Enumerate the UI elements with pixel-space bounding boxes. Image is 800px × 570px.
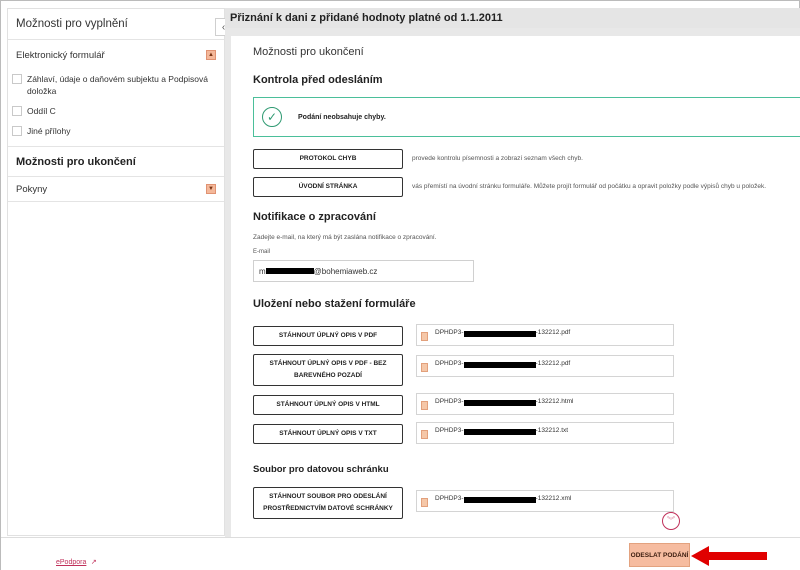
submit-button[interactable]: ODESLAT PODÁNÍ bbox=[629, 543, 690, 567]
sidebar-item-label: Jiné přílohy bbox=[27, 126, 71, 136]
sidebar-section-instructions-label: Pokyny bbox=[16, 183, 48, 195]
validation-result-box bbox=[253, 97, 800, 137]
email-label: E-mail bbox=[253, 249, 271, 255]
external-link-icon: ↗ bbox=[90, 559, 97, 566]
sidebar bbox=[7, 8, 225, 536]
epodpora-link-label: ePodpora bbox=[56, 559, 87, 566]
control-heading: Kontrola před odesláním bbox=[253, 74, 383, 86]
notification-description: Zadejte e-mail, na který má být zaslána notifikace o zpracování. bbox=[253, 234, 437, 241]
chevron-up-icon[interactable]: ▲ bbox=[206, 50, 216, 60]
save-heading: Uložení nebo stažení formuláře bbox=[253, 298, 416, 310]
download-pdf-nocolor-filename: DPHDP3- -132212.pdf bbox=[416, 355, 674, 377]
email-value-prefix: m bbox=[259, 266, 266, 276]
file-icon bbox=[421, 363, 428, 372]
checkbox[interactable] bbox=[12, 106, 22, 116]
redaction-bar bbox=[464, 429, 536, 435]
error-protocol-button[interactable]: PROTOKOL CHYB bbox=[253, 149, 403, 169]
check-circle-icon: ✓ bbox=[262, 107, 282, 127]
databox-filename: DPHDP3- -132212.xml bbox=[416, 490, 674, 512]
sidebar-item-section-c[interactable] bbox=[8, 105, 224, 117]
databox-heading: Soubor pro datovou schránku bbox=[253, 464, 389, 475]
notification-heading: Notifikace o zpracování bbox=[253, 211, 376, 223]
download-html-filename: DPHDP3- -132212.html bbox=[416, 393, 674, 415]
sidebar-header bbox=[8, 9, 224, 40]
sidebar-item-label: Oddíl C bbox=[27, 106, 56, 116]
file-icon bbox=[421, 401, 428, 410]
red-arrow-annotation-icon bbox=[691, 546, 771, 566]
footer bbox=[1, 537, 800, 570]
file-icon bbox=[421, 498, 428, 507]
finish-options-heading: Možnosti pro ukončení bbox=[253, 46, 364, 58]
download-txt-button[interactable]: STÁHNOUT ÚPLNÝ OPIS V TXT bbox=[253, 424, 403, 444]
intro-page-description: vás přemístí na úvodní stránku formuláře. Můžete projít formulář od počátku a opravit položky podle výpisů chyb u položek. bbox=[412, 183, 767, 190]
chevron-down-icon[interactable]: ▼ bbox=[206, 184, 216, 194]
page-title-bar bbox=[225, 8, 800, 28]
sidebar-section-form-label: Elektronický formulář bbox=[16, 49, 105, 61]
redaction-bar bbox=[464, 497, 536, 503]
sidebar-item-label: Záhlaví, údaje o daňovém subjektu a Podpisová doložka bbox=[27, 74, 208, 96]
download-txt-filename: DPHDP3- -132212.txt bbox=[416, 422, 674, 444]
download-html-button[interactable]: STÁHNOUT ÚPLNÝ OPIS V HTML bbox=[253, 395, 403, 415]
file-icon bbox=[421, 332, 428, 341]
email-field[interactable] bbox=[253, 260, 474, 282]
error-protocol-description: provede kontrolu písemnosti a zobrazí seznam všech chyb. bbox=[412, 155, 583, 162]
redaction-bar bbox=[464, 400, 536, 406]
redaction-bar bbox=[464, 362, 536, 368]
download-pdf-button[interactable]: STÁHNOUT ÚPLNÝ OPIS V PDF bbox=[253, 326, 403, 346]
file-icon bbox=[421, 430, 428, 439]
sidebar-item-other-attachments[interactable] bbox=[8, 125, 224, 137]
sidebar-section-form[interactable] bbox=[8, 40, 224, 70]
epodpora-link[interactable] bbox=[56, 551, 97, 569]
redaction-bar bbox=[266, 268, 314, 274]
download-pdf-filename: DPHDP3- -132212.pdf bbox=[416, 324, 674, 346]
download-pdf-nocolor-button[interactable]: STÁHNOUT ÚPLNÝ OPIS V PDF - BEZ BAREVNÉHO POZADÍ bbox=[253, 354, 403, 386]
sidebar-section-finish[interactable] bbox=[8, 147, 224, 176]
checkbox[interactable] bbox=[12, 126, 22, 136]
validation-message: Podání neobsahuje chyby. bbox=[298, 113, 386, 121]
sidebar-title: Možnosti pro vyplnění bbox=[16, 18, 128, 30]
sidebar-item-header-signature[interactable] bbox=[8, 73, 224, 97]
sidebar-section-finish-label: Možnosti pro ukončení bbox=[16, 155, 136, 168]
download-databox-button[interactable]: STÁHNOUT SOUBOR PRO ODESLÁNÍ PROSTŘEDNICTVÍM DATOVÉ SCHRÁNKY bbox=[253, 487, 403, 519]
chevron-left-icon: ‹ bbox=[221, 21, 226, 33]
page-title: Přiznání k dani z přidané hodnoty platné od 1.1.2011 bbox=[230, 12, 503, 24]
email-value-suffix: @bohemiaweb.cz bbox=[313, 266, 378, 276]
main-card bbox=[231, 36, 800, 537]
checkbox[interactable] bbox=[12, 74, 22, 84]
redaction-bar bbox=[464, 331, 536, 337]
scroll-down-button[interactable] bbox=[662, 512, 680, 530]
sidebar-section-instructions[interactable] bbox=[8, 177, 224, 201]
double-chevron-down-icon: ︾ bbox=[667, 516, 675, 525]
intro-page-button[interactable]: ÚVODNÍ STRÁNKA bbox=[253, 177, 403, 197]
